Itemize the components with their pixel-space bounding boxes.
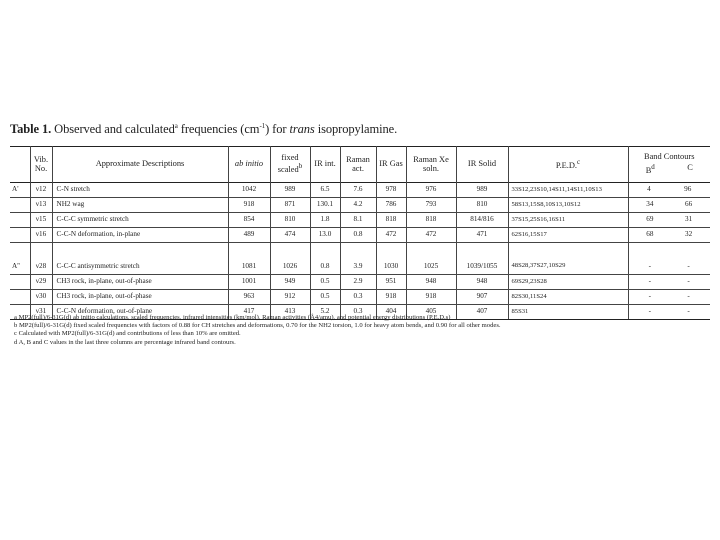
cell-fixed-scaled: 912 xyxy=(270,290,310,305)
cell-band-contours xyxy=(628,198,710,213)
cell-raman-act: 2.9 xyxy=(340,275,376,290)
cell-ab-initio: 489 xyxy=(228,228,270,243)
header-ir-solid: IR Solid xyxy=(456,147,508,183)
cell-ab-initio: 918 xyxy=(228,198,270,213)
cell-band-b: - xyxy=(648,307,652,316)
cell-ir-int: 0.8 xyxy=(310,260,340,275)
cell-ir-int: 1.8 xyxy=(310,213,340,228)
header-symmetry xyxy=(10,147,30,183)
caption-compound: isopropylamine. xyxy=(317,122,398,137)
cell-description: CH3 rock, in-plane, out-of-phase xyxy=(52,290,228,305)
cell-ir-int: 0.5 xyxy=(310,290,340,305)
cell-ab-initio: 854 xyxy=(228,213,270,228)
header-band-b-text: B xyxy=(645,165,652,175)
cell-ir-gas: 978 xyxy=(376,183,406,198)
cell-ir-solid: 907 xyxy=(456,290,508,305)
cell-ir-solid: 471 xyxy=(456,228,508,243)
cell-ir-int: 130.1 xyxy=(310,198,340,213)
cell-raman-xe: 918 xyxy=(406,290,456,305)
cell-band-contours xyxy=(628,228,710,243)
header-ped-text: P.E.D. xyxy=(555,160,578,170)
cell-ab-initio: 1081 xyxy=(228,260,270,275)
cell-ir-int: 0.5 xyxy=(310,275,340,290)
cell-raman-xe: 976 xyxy=(406,183,456,198)
cell-band-c: 31 xyxy=(685,215,693,224)
cell-band-c: 66 xyxy=(685,200,693,209)
table-row xyxy=(10,198,710,213)
cell-raman-xe: 818 xyxy=(406,213,456,228)
section-spacer xyxy=(10,243,710,260)
cell-vib: ν30 xyxy=(30,290,52,305)
cell-ped: 37S15,25S16,16S11 xyxy=(508,213,628,228)
cell-vib: ν28 xyxy=(30,260,52,275)
header-description: Approximate Descriptions xyxy=(52,147,228,183)
cell-raman-xe: 1025 xyxy=(406,260,456,275)
cell-band-contours xyxy=(628,183,710,198)
cell-band-contours xyxy=(628,305,710,320)
caption-italic: trans xyxy=(289,122,315,137)
cell-band-b: 69 xyxy=(646,215,654,224)
cell-ir-gas: 818 xyxy=(376,213,406,228)
cell-vib: ν12 xyxy=(30,183,52,198)
cell-ir-solid: 989 xyxy=(456,183,508,198)
cell-raman-act: 8.1 xyxy=(340,213,376,228)
caption-text-before: Observed and calculated xyxy=(54,122,175,137)
cell-symmetry: A'' xyxy=(10,260,30,275)
table-row xyxy=(10,228,710,243)
cell-raman-act: 3.9 xyxy=(340,260,376,275)
cell-ir-gas: 951 xyxy=(376,275,406,290)
cell-description: C-C-N deformation, out-of-plane xyxy=(52,305,228,320)
header-fixed-scaled-sup: b xyxy=(298,162,303,171)
cell-fixed-scaled: 949 xyxy=(270,275,310,290)
frequency-table xyxy=(10,146,710,320)
cell-ped: 69S29,23S28 xyxy=(508,275,628,290)
cell-raman-xe: 405 xyxy=(406,305,456,320)
header-band-title: Band Contours xyxy=(644,152,695,162)
caption-text-after: ) for xyxy=(265,122,287,137)
cell-description: CH3 rock, in-plane, out-of-phase xyxy=(52,275,228,290)
table-row xyxy=(10,260,710,275)
cell-band-b: 34 xyxy=(646,200,654,209)
header-ped-sup: c xyxy=(577,157,581,166)
cell-band-b: - xyxy=(648,277,652,286)
header-ab-initio xyxy=(228,147,270,183)
header-fixed-scaled xyxy=(270,147,310,183)
cell-ir-solid: 1039/1055 xyxy=(456,260,508,275)
caption-sup: a xyxy=(174,122,178,130)
header-ped xyxy=(508,147,628,183)
cell-symmetry: A' xyxy=(10,183,30,198)
cell-raman-xe: 793 xyxy=(406,198,456,213)
cell-description: C-N stretch xyxy=(52,183,228,198)
cell-vib: ν16 xyxy=(30,228,52,243)
cell-ir-solid: 407 xyxy=(456,305,508,320)
cell-band-c: - xyxy=(687,261,690,270)
caption-unit-sup: -1 xyxy=(259,122,266,130)
cell-description: C-C-C symmetric stretch xyxy=(52,213,228,228)
cell-fixed-scaled: 871 xyxy=(270,198,310,213)
cell-description: NH2 wag xyxy=(52,198,228,213)
cell-ped: 58S13,15S8,10S13,10S12 xyxy=(508,198,628,213)
cell-raman-act: 0.8 xyxy=(340,228,376,243)
cell-vib: ν31 xyxy=(30,305,52,320)
cell-raman-act: 7.6 xyxy=(340,183,376,198)
cell-vib: ν29 xyxy=(30,275,52,290)
cell-vib: ν15 xyxy=(30,213,52,228)
cell-band-c: 96 xyxy=(684,185,692,194)
cell-fixed-scaled: 413 xyxy=(270,305,310,320)
cell-ir-int: 6.5 xyxy=(310,183,340,198)
header-vib-no: Vib. No. xyxy=(30,147,52,183)
cell-symmetry xyxy=(10,275,30,290)
header-band-c: C xyxy=(687,163,693,173)
cell-ab-initio: 417 xyxy=(228,305,270,320)
cell-symmetry xyxy=(10,198,30,213)
header-ir-gas: IR Gas xyxy=(376,147,406,183)
header-row xyxy=(10,147,710,183)
header-band-b xyxy=(646,164,655,176)
cell-band-b: - xyxy=(648,292,652,301)
footnote-a: a MP2(full)/6-31G(d) ab initio calculations, scaled frequencies, infrared intensities (km/mol), Raman activities (Å4/amu), and potential energy distributions (P.E.D.s) xyxy=(14,314,451,321)
cell-ab-initio: 1001 xyxy=(228,275,270,290)
cell-fixed-scaled: 810 xyxy=(270,213,310,228)
header-ir-int: IR int. xyxy=(310,147,340,183)
table-row xyxy=(10,183,710,198)
cell-raman-act: 0.3 xyxy=(340,290,376,305)
cell-symmetry xyxy=(10,290,30,305)
header-ab-initio-text: ab initio xyxy=(234,159,264,169)
table-row xyxy=(10,275,710,290)
cell-ir-gas: 1030 xyxy=(376,260,406,275)
cell-ir-gas: 918 xyxy=(376,290,406,305)
cell-ir-int: 5.2 xyxy=(310,305,340,320)
caption-text-mid: frequencies (cm xyxy=(180,122,260,137)
cell-ir-int: 13.0 xyxy=(310,228,340,243)
cell-description: C-C-C antisymmetric stretch xyxy=(52,260,228,275)
cell-ir-solid: 810 xyxy=(456,198,508,213)
cell-band-b: 4 xyxy=(647,185,651,194)
cell-band-b: - xyxy=(648,261,652,270)
table-footnotes xyxy=(14,314,501,347)
cell-band-c: 32 xyxy=(685,230,693,239)
cell-ab-initio: 1042 xyxy=(228,183,270,198)
cell-fixed-scaled: 474 xyxy=(270,228,310,243)
cell-ped: 82S30,11S24 xyxy=(508,290,628,305)
cell-fixed-scaled: 1026 xyxy=(270,260,310,275)
cell-ab-initio: 963 xyxy=(228,290,270,305)
cell-band-c: - xyxy=(687,292,690,301)
cell-ir-gas: 786 xyxy=(376,198,406,213)
header-band-contours xyxy=(628,147,710,183)
cell-ir-gas: 404 xyxy=(376,305,406,320)
header-band-b-sup: d xyxy=(651,163,655,172)
cell-ped: 85S31 xyxy=(508,305,628,320)
cell-band-c: - xyxy=(687,277,690,286)
cell-ir-solid: 948 xyxy=(456,275,508,290)
cell-raman-xe: 472 xyxy=(406,228,456,243)
cell-raman-xe: 948 xyxy=(406,275,456,290)
cell-band-contours xyxy=(628,275,710,290)
cell-band-contours xyxy=(628,260,710,275)
table-body xyxy=(10,183,710,320)
cell-band-contours xyxy=(628,213,710,228)
cell-ir-solid: 814/816 xyxy=(456,213,508,228)
footnote-d: d A, B and C values in the last three columns are percentage infrared band contours. xyxy=(14,338,236,346)
cell-vib: ν13 xyxy=(30,198,52,213)
cell-raman-act: 4.2 xyxy=(340,198,376,213)
cell-symmetry xyxy=(10,213,30,228)
cell-symmetry xyxy=(10,228,30,243)
cell-ir-gas: 472 xyxy=(376,228,406,243)
cell-description: C-C-N deformation, in-plane xyxy=(52,228,228,243)
table-caption xyxy=(10,122,397,137)
cell-ped: 62S16,15S17 xyxy=(508,228,628,243)
footnote-b: b MP2(full)/6-31G(d) fixed scaled frequencies with factors of 0.88 for CH stretches and deformations, 0.70 for the NH2 torsion, 1.0 for heavy atom bends, and 0.90 for all other modes. xyxy=(14,322,501,330)
table-row xyxy=(10,290,710,305)
cell-ped: 48S28,37S27,10S29 xyxy=(508,260,628,275)
header-raman-xe: Raman Xe soln. xyxy=(406,147,456,183)
cell-band-b: 68 xyxy=(646,230,654,239)
cell-raman-act: 0.3 xyxy=(340,305,376,320)
header-raman-act: Raman act. xyxy=(340,147,376,183)
table-row xyxy=(10,213,710,228)
cell-band-c: - xyxy=(687,307,690,316)
cell-fixed-scaled: 989 xyxy=(270,183,310,198)
cell-band-contours xyxy=(628,290,710,305)
footnote-c: c Calculated with MP2(full)/6-31G(d) and contributions of less than 10% are omitted. xyxy=(14,330,241,338)
header-fixed-scaled-text: fixed scaled xyxy=(277,153,299,174)
cell-ped: 33S12,23S10,14S11,14S11,10S13 xyxy=(508,183,628,198)
caption-label: Table 1. xyxy=(10,122,52,137)
